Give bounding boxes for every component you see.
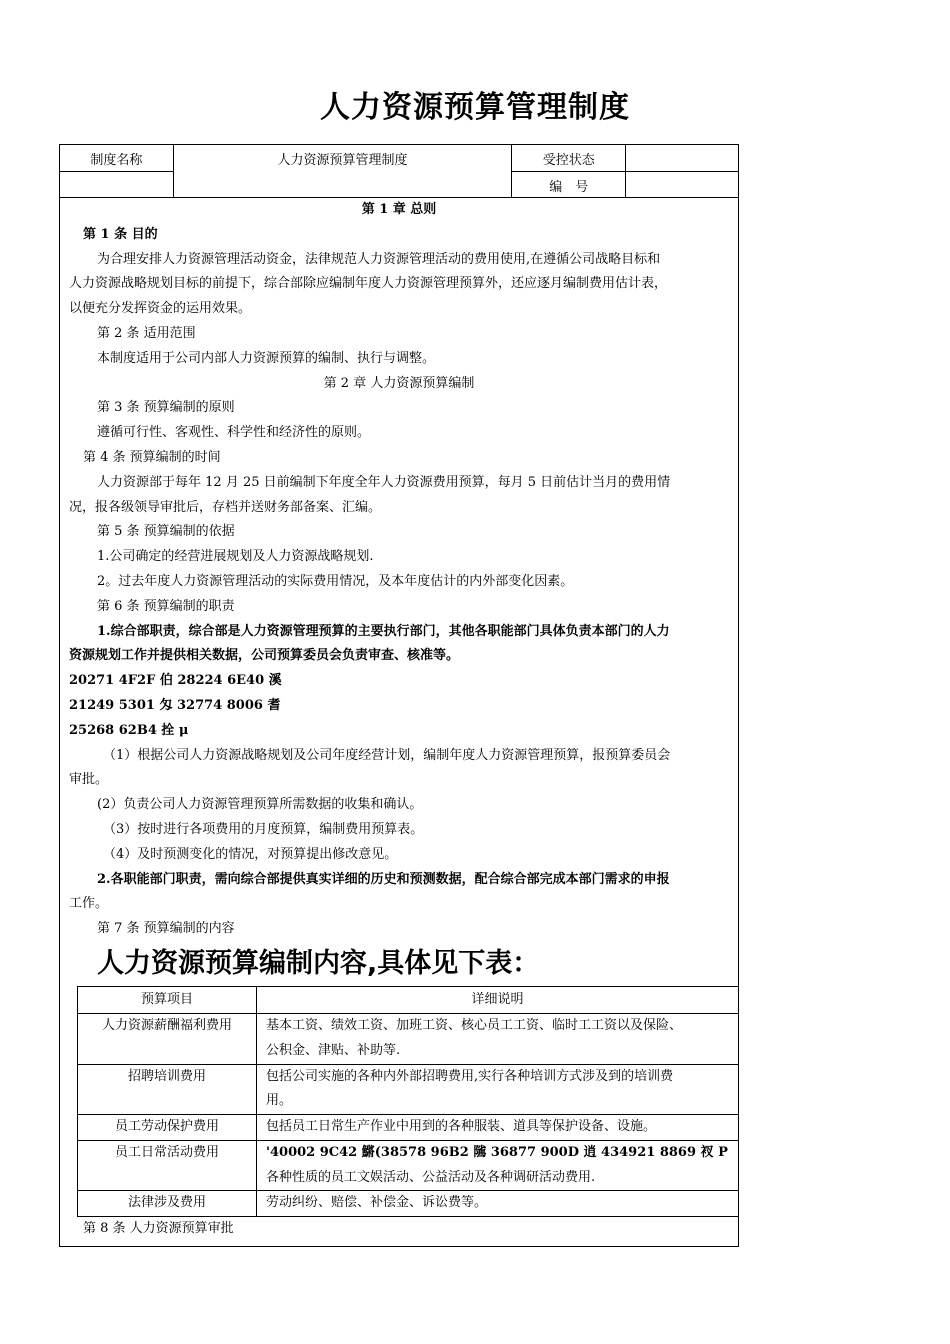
chapter-2-heading: 第 2 章 人力资源预算编制 [323,375,475,391]
article-1-line: 为合理安排人力资源管理活动资金，法律规范人力资源管理活动的费用使用,在遵循公司战略目标和 [97,251,661,267]
article-5-title: 第 5 条 预算编制的依据 [97,524,235,540]
article-6-title: 第 6 条 预算编制的职责 [97,598,235,614]
table-cell-item: 招聘培训费用 [78,1064,257,1115]
chapter-1-heading: 第 1 章 总则 [361,202,437,217]
table-row [78,1013,739,1064]
table-cell-detail: 基本工资、绩效工资、加班工资、核心员工工资、临时工工资以及保险、 公积金、津贴、补助等. [257,1013,739,1064]
duty-line: 工作。 [69,896,109,912]
article-4-title: 第 4 条 预算编制的时间 [83,449,221,465]
budget-content-table [77,986,739,1217]
article-1-line: 以便充分发挥资金的运用效果。 [69,301,252,317]
article-4-line: 人力资源部于每年 12 月 25 日前编制下年度全年人力资源费用预算，每月 5 日前估计当月的费用情 [97,474,671,490]
table-cell-item: 员工劳动保护费用 [78,1115,257,1141]
table-header-item: 预算项目 [78,986,257,1013]
policy-body [60,198,738,1242]
article-3-title: 第 3 条 预算编制的原则 [97,400,235,416]
duty-line: 审批。 [69,772,109,788]
table-row [78,1191,739,1217]
control-status-value [626,145,739,172]
policy-header-table [59,144,739,198]
policy-name-value: 人力资源预算管理制度 [173,145,511,198]
policy-name-label: 制度名称 [60,145,174,172]
table-cell-detail: 劳动纠纷、赔偿、补偿金、诉讼费等。 [257,1191,739,1217]
number-label: 编 号 [512,172,626,198]
duty-line: （3）按时进行各项费用的月度预算，编制费用预算表。 [103,821,424,837]
table-row [78,1115,739,1141]
article-4-line: 况，报各级领导审批后，存档并送财务部备案、汇编。 [69,499,382,515]
budget-content-heading: 人力资源预算编制内容,具体见下表： [97,947,540,979]
article-3-text: 遵循可行性、客观性、科学性和经济性的原则。 [97,425,371,441]
table-cell-item: 人力资源薪酬福利费用 [78,1013,257,1064]
article-6-line: 1.综合部职责，综合部是人力资源管理预算的主要执行部门，其他各职能部门具体负责本部门的人力 [97,623,670,639]
document-title: 人力资源预算管理制度 [320,90,630,125]
article-8-title: 第 8 条 人力资源预算审批 [83,1221,234,1237]
article-1-line: 人力资源战略规划目标的前提下，综合部除应编制年度人力资源管理预算外，还应逐月编制费用估计表， [69,276,668,292]
article-5-item: 1.公司确定的经营进展规划及人力资源战略规划. [97,549,374,565]
duty-line: (2）负责公司人力资源管理预算所需数据的收集和确认。 [97,797,423,813]
garbled-line: 25268 62B4 拴 μ [69,722,189,738]
table-cell-detail: 包括员工日常生产作业中用到的各种服装、道具等保护设备、设施。 [257,1115,739,1141]
article-2-title: 第 2 条 适用范围 [97,325,196,341]
article-1-title: 第 1 条 目的 [83,226,158,242]
garbled-line: 20271 4F2F 伯 28224 6E40 溪 [69,673,282,689]
table-header-detail: 详细说明 [257,986,739,1013]
number-value [626,172,739,198]
duty-line: 2.各职能部门职责，需向综合部提供真实详细的历史和预测数据，配合综合部完成本部门需求的申报 [97,871,670,887]
article-2-text: 本制度适用于公司内部人力资源预算的编制、执行与调整。 [97,350,436,366]
article-6-line: 资源规划工作并提供相关数据，公司预算委员会负责审查、核准等。 [69,648,460,664]
article-7-title: 第 7 条 预算编制的内容 [97,921,235,937]
table-row [78,1140,739,1191]
article-5-item: 2。过去年度人力资源管理活动的实际费用情况，及本年度估计的内外部变化因素。 [97,573,574,589]
control-status-label: 受控状态 [512,145,626,172]
garbled-line: 21249 5301 匁 32774 8006 耆 [69,697,281,713]
policy-frame [59,144,739,1247]
table-cell-item: 法律涉及费用 [78,1191,257,1217]
table-cell-detail: 包括公司实施的各种内外部招聘费用,实行各种培训方式涉及到的培训费 用。 [257,1064,739,1115]
duty-line: （1）根据公司人力资源战略规划及公司年度经营计划，编制年度人力资源管理预算，报预算委员会 [103,747,671,763]
table-cell-detail: '40002 9C42 鱂(38578 96B2 隲 36877 900D 逍 434921 8869 衩 P 各种性质的员工文娱活动、公益活动及各种调研活动费用. [257,1140,739,1191]
table-cell-item: 员工日常活动费用 [78,1140,257,1191]
policy-name-label-cont [60,172,174,198]
duty-line: （4）及时预测变化的情况，对预算提出修改意见。 [103,846,398,862]
table-row [78,1064,739,1115]
